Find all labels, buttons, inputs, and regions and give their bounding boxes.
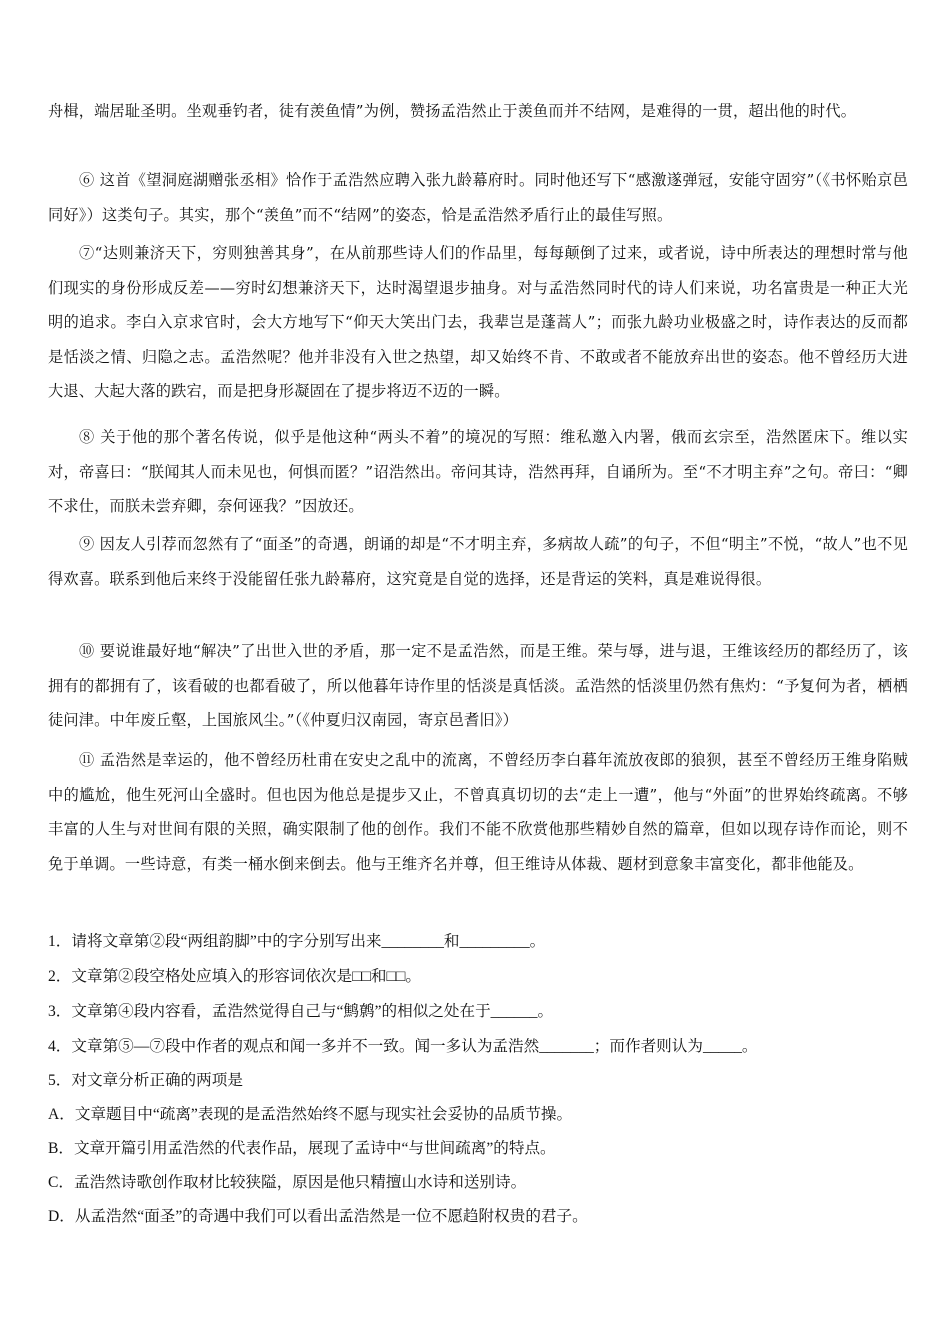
question-1: 1．请将文章第②段“两组韵脚”中的字分别写出来________和_________。 bbox=[48, 933, 546, 950]
question-2: 2．文章第②段空格处应填入的形容词依次是□□和□□。 bbox=[48, 968, 421, 985]
option-b: B．文章开篇引用孟浩然的代表作品，展现了孟诗中“与世间疏离”的特点。 bbox=[48, 1140, 556, 1157]
option-d: D．从孟浩然“面圣”的奇遇中我们可以看出孟浩然是一位不愿趋附权贵的君子。 bbox=[48, 1208, 588, 1225]
question-5: 5．对文章分析正确的两项是 bbox=[48, 1072, 243, 1089]
question-4: 4．文章第⑤—⑦段中作者的观点和闻一多并不一致。闻一多认为孟浩然_______；而作者则认为_____。 bbox=[48, 1038, 758, 1055]
paragraph-8: ⑧ 关于他的那个著名传说，似乎是他这种“两头不着”的境况的写照：维私邀入内署，俄而玄宗至，浩然匿床下。维以实对，帝喜曰：“朕闻其人而未见也，何惧而匿？”诏浩然出。帝问其诗，浩然再拜，自诵所为。至“不才明主弃”之句。帝曰：“卿不求仕，而朕未尝弃卿，奈何诬我？”因放还。 bbox=[48, 428, 908, 516]
paragraph-7: ⑦“达则兼济天下，穷则独善其身”，在从前那些诗人们的作品里，每每颠倒了过来，或者说，诗中所表达的理想时常与他们现实的身份形成反差——穷时幻想兼济天下，达时渴望退步抽身。对与孟浩然同时代的诗人们来说，功名富贵是一种正大光明的追求。李白入京求官时，会大方地写下“仰天大笑出门去，我辈岂是蓬蒿人”；而张九龄功业极盛之时，诗作表达的反而都是恬淡之情、归隐之志。孟浩然呢？他并非没有入世之热望，却又始终不肯、不敢或者不能放弃出世的姿态。他不曾经历大进大退、大起大落的跌宕，而是把身形凝固在了提步将迈不迈的一瞬。 bbox=[48, 244, 908, 401]
option-a: A．文章题目中“疏离”表现的是孟浩然始终不愿与现实社会妥协的品质节操。 bbox=[48, 1106, 573, 1123]
option-c: C．孟浩然诗歌创作取材比较狭隘，原因是他只精擅山水诗和送别诗。 bbox=[48, 1174, 527, 1191]
paragraph-9: ⑨ 因友人引荐而忽然有了“面圣”的奇遇，朗诵的却是“不才明主弃，多病故人疏”的句子，不但“明主”不悦，“故人”也不见得欢喜。联系到他后来终于没能留任张九龄幕府，这究竟是自觉的选择，还是背运的笑料，真是难说得很。 bbox=[48, 535, 908, 588]
paragraph-10: ⑩ 要说谁最好地“解决”了出世入世的矛盾，那一定不是孟浩然，而是王维。荣与辱，进与退，王维该经历的都经历了，该拥有的都拥有了，该看破的也都看破了，所以他暮年诗作里的恬淡是真恬淡。孟浩然的恬淡里仍然有焦灼：“予复何为者，栖栖徒问津。中年废丘壑，上国旅风尘。”（《仲夏归汉南园，寄京邑耆旧》） bbox=[48, 642, 908, 730]
paragraph-continued: 舟楫，端居耻圣明。坐观垂钓者，徒有羡鱼情”为例，赞扬孟浩然止于羡鱼而并不结网，是难得的一贯，超出他的时代。 bbox=[48, 102, 857, 120]
paragraph-11: ⑪ 孟浩然是幸运的，他不曾经历杜甫在安史之乱中的流离，不曾经历李白暮年流放夜郎的狼狈，甚至不曾经历王维身陷贼中的尴尬，他生死河山全盛时。但也因为他总是提步又止，不曾真真切切的去“走上一遭”，他与“外面”的世界始终疏离。不够丰富的人生与对世间有限的关照，确实限制了他的创作。我们不能不欣赏他那些精妙自然的篇章，但如以现存诗作而论，则不免于单调。一些诗意，有类一桶水倒来倒去。他与王维齐名并尊，但王维诗从体裁、题材到意象丰富变化，都非他能及。 bbox=[48, 751, 908, 873]
paragraph-6: ⑥ 这首《望洞庭湖赠张丞相》恰作于孟浩然应聘入张九龄幕府时。同时他还写下“感激遂弹冠，安能守固穷”（《书怀贻京邑同好》）这类句子。其实，那个“羡鱼”而不“结网”的姿态，恰是孟浩然矛盾行止的最佳写照。 bbox=[48, 171, 908, 224]
question-3: 3．文章第④段内容看，孟浩然觉得自己与“鹪鹩”的相似之处在于______。 bbox=[48, 1003, 554, 1020]
